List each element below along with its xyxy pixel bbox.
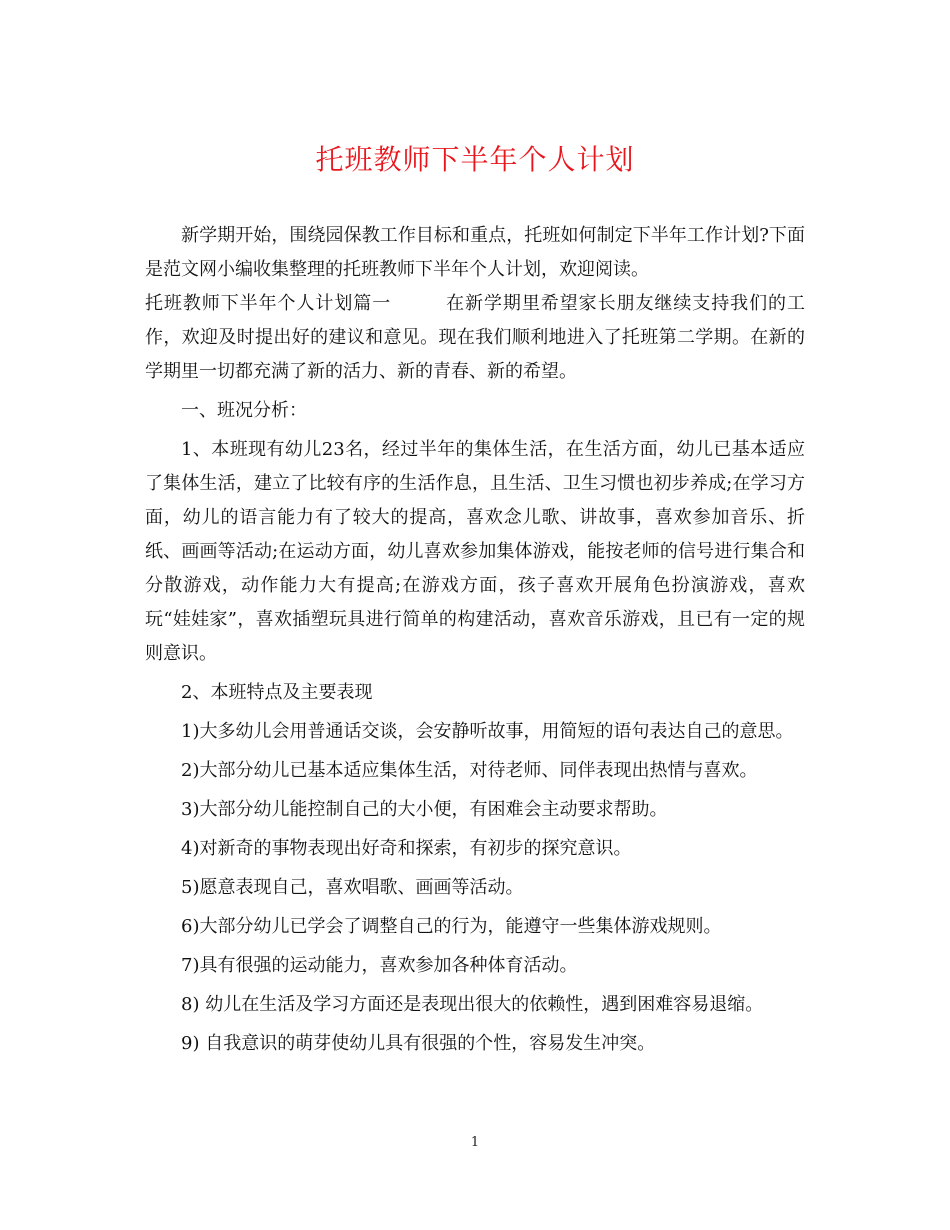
section-text: 在新学期里希望家长朋友继续支持我们的工作，欢迎及时提出好的建议和意见。现在我们顺利地进入了托班第二学期。在新的学期里一切都充满了新的活力、新的青春、新的希望。 — [145, 293, 805, 382]
section-paragraph — [145, 287, 805, 389]
list-item: 1)大多幼儿会用普通话交谈，会安静听故事，用简短的语句表达自己的意思。 — [181, 721, 794, 742]
list-item: 3)大部分幼儿能控制自己的大小便，有困难会主动要求帮助。 — [181, 799, 668, 820]
list-item: 6)大部分幼儿已学会了调整自己的行为，能遵守一些集体游戏规则。 — [181, 916, 722, 937]
page-number: 1 — [470, 1135, 480, 1150]
list-item: 5)愿意表现自己，喜欢唱歌、画画等活动。 — [181, 877, 524, 898]
list-item: 7)具有很强的运动能力，喜欢参加各种体育活动。 — [181, 955, 578, 976]
section-heading-2: 2、本班特点及主要表现 — [181, 682, 373, 703]
list-item: 8) 幼儿在生活及学习方面还是表现出很大的依赖性，遇到困难容易退缩。 — [181, 994, 764, 1015]
document-title: 托班教师下半年个人计划 — [315, 143, 635, 176]
intro-paragraph: 新学期开始，围绕园保教工作目标和重点，托班如何制定下半年工作计划?下面是范文网小编收集整理的托班教师下半年个人计划，欢迎阅读。 — [145, 225, 805, 280]
section-heading-1: 一、班况分析： — [181, 400, 307, 421]
list-item: 4)对新奇的事物表现出好奇和探索，有初步的探究意识。 — [181, 838, 632, 859]
class-analysis-paragraph: 1、本班现有幼儿23名，经过半年的集体生活，在生活方面，幼儿已基本适应了集体生活，建立了比较有序的生活作息，且生活、卫生习惯也初步养成;在学习方面，幼儿的语言能力有了较大的提高，喜欢念儿歌、讲故事，喜欢参加音乐、折纸、画画等活动;在运动方面，幼儿喜欢参加集体游戏，能按老师的信号进行集合和分散游戏，动作能力大有提高;在游戏方面，孩子喜欢开展角色扮演游戏，喜欢玩“娃娃家”，喜欢插塑玩具进行简单的构建活动，喜欢音乐游戏，且已有一定的规则意识。 — [145, 439, 805, 664]
document-body — [145, 219, 805, 1061]
list-item: 2)大部分幼儿已基本适应集体生活，对待老师、同伴表现出热情与喜欢。 — [181, 760, 758, 781]
list-item: 9) 自我意识的萌芽使幼儿具有很强的个性，容易发生冲突。 — [181, 1033, 656, 1054]
section-label: 托班教师下半年个人计划篇一 — [145, 293, 392, 314]
